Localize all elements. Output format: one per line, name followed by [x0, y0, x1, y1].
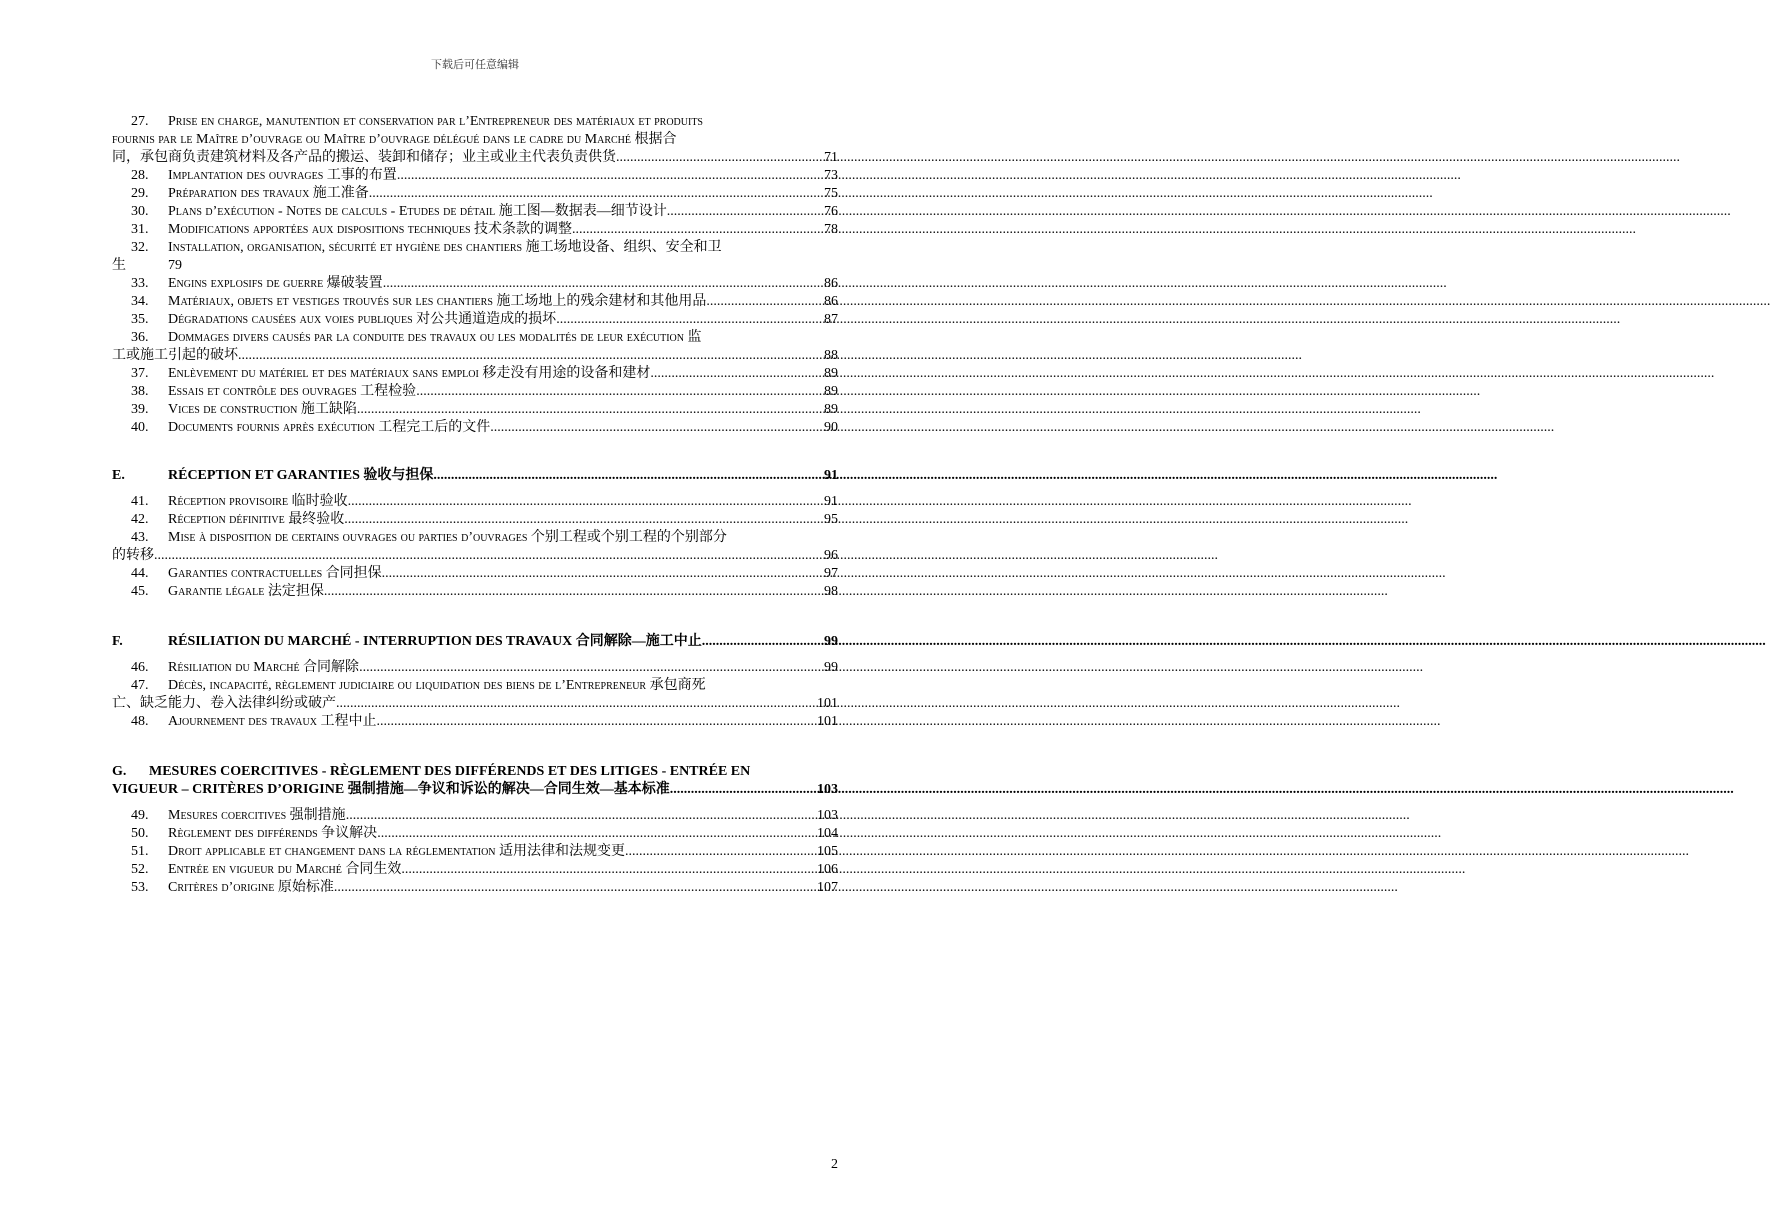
toc-section-e[interactable]: E. RÉCEPTION ET GARANTIES 验收与担保 ..... 91	[112, 467, 838, 485]
toc-entry-32[interactable]: 32. Installation, organisation, sécurité et hygiène des chantiers 施工场地设备、组织、安全和卫 生 79	[112, 240, 722, 273]
toc-entry-35[interactable]: 35. Dégradations causées aux voies publiques 对公共通道造成的损坏 ..... 87	[112, 311, 838, 329]
page-header-note: 下载后可任意编辑	[431, 59, 519, 71]
page-number: 2	[831, 1157, 838, 1172]
toc-entry-31[interactable]: 31. Modifications apportées aux dispositions techniques 技术条款的调整 ..... 78	[112, 221, 838, 239]
toc-entry-27[interactable]: 27. Prise en charge, manutention et conservation par l’Entrepreneur des matériaux et produits fournis par le Maître d’ouvrage ou Maître d’ouvrage délégué dans le cadre du Marché 根据合 同，承包商负责建筑材料及各产品的搬运、装卸和储存；业主或业主代表负责供货 ..... 71	[112, 113, 838, 167]
toc-entry-29[interactable]: 29. Préparation des travaux 施工准备 ..... 75	[112, 185, 838, 203]
toc-entry-39[interactable]: 39. Vices de construction 施工缺陷 ..... 89	[112, 401, 838, 419]
toc-entry-43[interactable]: 43. Mise à disposition de certains ouvrages ou parties d’ouvrages 个别工程或个别工程的个别部分 的转移 ..... 96	[112, 529, 838, 565]
toc-entry-53[interactable]: 53. Critères d’origine 原始标准 ..... 107	[112, 879, 838, 897]
toc-entry-49[interactable]: 49. Mesures coercitives 强制措施 ..... 103	[112, 807, 838, 825]
toc-entry-34[interactable]: 34. Matériaux, objets et vestiges trouvés sur les chantiers 施工场地上的残余建材和其他用品 ..... 86	[112, 293, 838, 311]
toc-entry-44[interactable]: 44. Garanties contractuelles 合同担保 ..... 97	[112, 565, 838, 583]
toc-entry-50[interactable]: 50. Règlement des différends 争议解决 ..... 104	[112, 825, 838, 843]
toc-entry-47[interactable]: 47. Décès, incapacité, règlement judiciaire ou liquidation des biens de l’Entrepreneur 承包商死 亡、缺乏能力、卷入法律纠纷或破产 ..... 101	[112, 677, 838, 713]
toc-entry-48[interactable]: 48. Ajournement des travaux 工程中止 ..... 101	[112, 713, 838, 731]
toc-entry-38[interactable]: 38. Essais et contrôle des ouvrages 工程检验 ..... 89	[112, 383, 838, 401]
toc-entry-30[interactable]: 30. Plans d’exécution - Notes de calculs - Etudes de détail 施工图—数据表—细节设计 ..... 76	[112, 203, 838, 221]
toc-entry-45[interactable]: 45. Garantie légale 法定担保 ..... 98	[112, 583, 838, 601]
toc-section-f[interactable]: F. RÉSILIATION DU MARCHÉ - INTERRUPTION DES TRAVAUX 合同解除—施工中止 ..... 99	[112, 633, 838, 651]
toc-entry-51[interactable]: 51. Droit applicable et changement dans la réglementation 适用法律和法规变更 ..... 105	[112, 843, 838, 861]
toc-entry-37[interactable]: 37. Enlèvement du matériel et des matériaux sans emploi 移走没有用途的设备和建材 ..... 89	[112, 365, 838, 383]
toc-section-g[interactable]: G. MESURES COERCITIVES - RÈGLEMENT DES DIFFÉRENDS ET DES LITIGES - ENTRÉE EN VIGUEUR – CRITÈRES D’ORIGINE 强制措施—争议和诉讼的解决—合同生效—基本标准 ..... 103	[112, 763, 838, 799]
toc-entry-40[interactable]: 40. Documents fournis après exécution 工程完工后的文件 ..... 90	[112, 419, 838, 437]
toc-entry-33[interactable]: 33. Engins explosifs de guerre 爆破装置 ..... 86	[112, 275, 838, 293]
toc-entry-41[interactable]: 41. Réception provisoire 临时验收 ..... 91	[112, 493, 838, 511]
toc-entry-36[interactable]: 36. Dommages divers causés par la conduite des travaux ou les modalités de leur exécution 监 工或施工引起的破坏 ..... 88	[112, 329, 838, 365]
toc-entry-42[interactable]: 42. Réception définitive 最终验收 ..... 95	[112, 511, 838, 529]
toc-entry-46[interactable]: 46. Résiliation du Marché 合同解除 ..... 99	[112, 659, 838, 677]
toc-entry-28[interactable]: 28. Implantation des ouvrages 工事的布置 ..... 73	[112, 167, 838, 185]
toc-entry-52[interactable]: 52. Entrée en vigueur du Marché 合同生效 ..... 106	[112, 861, 838, 879]
table-of-contents	[112, 113, 838, 897]
